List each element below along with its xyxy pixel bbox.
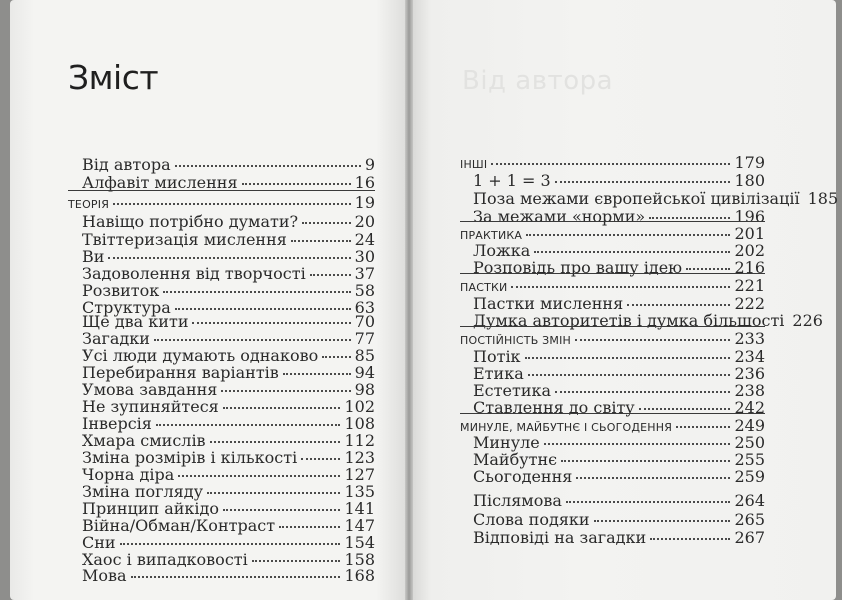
toc-entry-title: Від автора: [82, 155, 171, 174]
toc-entry-title: 1 + 1 = 3: [473, 171, 551, 190]
toc-section-heading: [460, 416, 765, 434]
toc-entry-title: Твіттеризація мислення: [82, 230, 287, 249]
dot-leader: [283, 373, 351, 375]
dot-leader: [491, 163, 730, 165]
dot-leader: [639, 408, 731, 410]
toc-entry-title: Зміна розмірів і кількості: [82, 448, 298, 467]
dot-leader: [528, 374, 731, 376]
toc-entry-page: 249: [734, 416, 765, 435]
toc-entry-page: 216: [734, 258, 765, 277]
toc-entry-page: 20: [354, 212, 375, 231]
toc-entry: [473, 241, 765, 259]
toc-entry-page: 265: [734, 510, 765, 529]
toc-entry-page: 255: [734, 450, 765, 469]
toc-entry-page: 135: [344, 482, 375, 501]
toc-entry: [82, 397, 375, 415]
toc-entry-title: Розвиток: [82, 281, 160, 300]
toc-entry-title: Хмара смислів: [82, 431, 206, 450]
dot-leader: [242, 183, 351, 185]
toc-entry-title: Слова подяки: [473, 510, 590, 529]
toc-entry: [82, 264, 375, 282]
toc-entry-page: 147: [344, 516, 375, 535]
dot-leader: [310, 274, 351, 276]
toc-entry: [82, 212, 375, 230]
toc-section-heading: [460, 224, 765, 242]
toc-entry-title: Ставлення до світу: [473, 398, 635, 417]
toc-entry-page: 202: [734, 241, 765, 260]
toc-entry-page: 112: [344, 431, 375, 450]
dot-leader: [594, 520, 731, 522]
dot-leader: [534, 251, 730, 253]
dot-leader: [555, 391, 730, 393]
toc-entry: [82, 230, 375, 248]
dot-leader: [154, 339, 351, 341]
toc-entry-title: За межами «норми»: [473, 207, 646, 226]
toc-entry-page: 238: [734, 381, 765, 400]
toc-entry: [82, 173, 375, 191]
dot-leader: [175, 165, 361, 167]
toc-entry-title: Етика: [473, 364, 524, 383]
dot-leader: [511, 286, 730, 288]
toc-entry: [82, 380, 375, 398]
dot-leader: [566, 501, 731, 503]
toc-entry-page: 24: [354, 230, 375, 249]
toc-entry-title: Мова: [82, 566, 127, 585]
toc-entry-page: 226: [792, 311, 823, 330]
toc-entry-page: 108: [344, 414, 375, 433]
dot-leader: [223, 509, 340, 511]
toc-entry-page: 154: [344, 533, 375, 552]
toc-entry: [82, 346, 375, 364]
show-through-heading: Від автора: [462, 66, 614, 96]
toc-entry-title: Задоволення від творчості: [82, 264, 306, 283]
toc-entry-title: Ще два кити: [82, 312, 189, 331]
toc-entry-page: 63: [354, 298, 375, 317]
dot-leader: [210, 441, 341, 443]
toc-entry-title: ПОСТІЙНІСТЬ ЗМІН: [460, 334, 572, 347]
toc-entry: [473, 491, 765, 509]
toc-entry: [82, 431, 375, 449]
dot-leader: [252, 560, 341, 562]
section-rule: [68, 190, 375, 191]
toc-entry: [82, 155, 375, 173]
toc-entry-title: Думка авторитетів і думка більшості: [473, 311, 785, 330]
toc-entry-title: ПРАКТИКА: [460, 229, 523, 242]
toc-entry-page: 221: [734, 276, 765, 295]
toc-entry-page: 37: [354, 264, 375, 283]
dot-leader: [207, 492, 340, 494]
toc-entry-title: Загадки: [82, 329, 150, 348]
toc-entry-page: 98: [354, 380, 375, 399]
toc-entry: [473, 381, 765, 399]
toc-entry: [82, 516, 375, 534]
toc-entry-title: Ложка: [473, 241, 531, 260]
toc-entry-page: 233: [734, 329, 765, 348]
toc-entry-page: 85: [354, 346, 375, 365]
toc-entry-page: 141: [344, 499, 375, 518]
dot-leader: [676, 426, 730, 428]
toc-entry: [473, 294, 765, 312]
toc-entry-page: 102: [344, 397, 375, 416]
toc-entry-page: 158: [344, 550, 375, 569]
toc-entry-title: Відповіді на загадки: [473, 528, 647, 547]
toc-entry-page: 58: [354, 281, 375, 300]
toc-entry-title: МИНУЛЕ, МАЙБУТНЄ І СЬОГОДЕННЯ: [460, 421, 673, 434]
section-rule: [460, 273, 765, 274]
book-spine: [405, 0, 413, 600]
toc-entry: [82, 533, 375, 551]
dot-leader: [649, 217, 730, 219]
toc-entry: [473, 171, 765, 189]
toc-entry: [82, 247, 375, 265]
toc-section-heading: [460, 153, 765, 171]
dot-leader: [575, 339, 730, 341]
dot-leader: [156, 424, 341, 426]
toc-entry-title: Ви: [82, 247, 105, 266]
toc-entry-page: 16: [354, 173, 375, 192]
dot-leader: [650, 538, 730, 540]
section-rule: [460, 413, 765, 414]
dot-leader: [525, 357, 731, 359]
dot-leader: [113, 203, 351, 205]
toc-entry-page: 196: [734, 207, 765, 226]
toc-section-heading: [460, 276, 765, 294]
toc-entry: [473, 467, 765, 485]
toc-entry-page: 267: [734, 528, 765, 547]
toc-entry-title: Принцип айкідо: [82, 499, 220, 518]
toc-entry-title: Структура: [82, 298, 171, 317]
toc-entry-title: ТЕОРІЯ: [68, 198, 110, 211]
dot-leader: [221, 390, 350, 392]
toc-entry-page: 201: [734, 224, 765, 243]
dot-leader: [561, 460, 730, 462]
toc-entry-page: 94: [354, 363, 375, 382]
toc-entry-page: 250: [734, 433, 765, 452]
toc-entry-title: Чорна діра: [82, 465, 175, 484]
toc-entry-title: Навіщо потрібно думати?: [82, 212, 299, 231]
toc-entry-title: Усі люди думають однаково: [82, 346, 319, 365]
dot-leader: [131, 576, 341, 578]
dot-leader: [544, 443, 731, 445]
toc-entry-page: 123: [344, 448, 375, 467]
toc-entry-title: Минуле: [473, 433, 540, 452]
toc-entry-page: 222: [734, 294, 765, 313]
toc-entry-title: Зміна погляду: [82, 482, 204, 501]
dot-leader: [322, 356, 350, 358]
toc-section-heading: [460, 329, 765, 347]
toc-entry-title: Естетика: [473, 381, 552, 400]
toc-entry-title: Пастки мислення: [473, 294, 624, 313]
toc-entry: [473, 347, 765, 365]
toc-entry-page: 168: [344, 566, 375, 585]
toc-entry-page: 259: [734, 467, 765, 486]
dot-leader: [178, 475, 340, 477]
toc-entry: [473, 510, 765, 528]
dot-leader: [192, 322, 350, 324]
toc-entry-title: Інверсія: [82, 414, 152, 433]
toc-entry-page: 127: [344, 465, 375, 484]
dot-leader: [301, 458, 340, 460]
toc-entry: [473, 207, 765, 225]
toc-entry-page: 180: [734, 171, 765, 190]
dot-leader: [291, 240, 351, 242]
toc-entry: [82, 363, 375, 381]
toc-entry: [82, 566, 375, 584]
toc-entry-title: Війна/Обман/Контраст: [82, 516, 276, 535]
toc-entry-title: Перебирання варіантів: [82, 363, 279, 382]
toc-entry-title: ПАСТКИ: [460, 281, 508, 294]
toc-entry-title: Алфавіт мислення: [82, 173, 238, 192]
toc-entry-page: 179: [734, 153, 765, 172]
toc-entry-title: Поза межами європейської цивілізації: [473, 189, 800, 208]
dot-leader: [163, 291, 350, 293]
toc-entry: [82, 414, 375, 432]
toc-entry: [473, 528, 765, 546]
toc-entry-title: Майбутнє: [473, 450, 558, 469]
toc-entry: [82, 329, 375, 347]
toc-entry: [82, 465, 375, 483]
toc-entry-page: 77: [354, 329, 375, 348]
dot-leader: [175, 308, 351, 310]
dot-leader: [279, 526, 340, 528]
toc-entry-page: 242: [734, 398, 765, 417]
dot-leader: [555, 181, 731, 183]
toc-entry-page: 185: [807, 189, 839, 208]
dot-leader: [302, 222, 351, 224]
toc-entry-page: 236: [734, 364, 765, 383]
toc-entry: [473, 189, 839, 208]
toc-entry-title: Не зупиняйтеся: [82, 397, 219, 416]
dot-leader: [526, 234, 730, 236]
toc-entry: [473, 433, 765, 451]
toc-entry: [82, 448, 375, 466]
toc-section-heading: [68, 193, 375, 211]
toc-entry: [82, 312, 375, 330]
dot-leader: [627, 304, 730, 306]
dot-leader: [576, 477, 730, 479]
toc-entry-page: 234: [734, 347, 765, 366]
dot-leader: [223, 407, 341, 409]
section-rule: [460, 221, 765, 222]
toc-entry-title: ІНШІ: [460, 158, 488, 171]
contents-heading: Зміст: [68, 58, 159, 97]
toc-entry-title: Умова завдання: [82, 380, 218, 399]
toc-entry: [473, 364, 765, 382]
section-rule: [460, 326, 765, 327]
toc-entry: [82, 499, 375, 517]
toc-entry-page: 9: [364, 155, 375, 174]
toc-entry: [473, 450, 765, 468]
toc-entry-page: 30: [354, 247, 375, 266]
toc-entry: [82, 281, 375, 299]
dot-leader: [108, 257, 350, 259]
toc-entry-page: 264: [734, 491, 765, 510]
toc-entry: [82, 482, 375, 500]
toc-entry-title: Сни: [82, 533, 116, 552]
toc-entry-page: 19: [354, 193, 375, 212]
toc-entry-title: Сьогодення: [473, 467, 573, 486]
toc-entry-title: Розповідь про вашу ідею: [473, 258, 683, 277]
dot-leader: [120, 543, 341, 545]
dot-leader: [686, 268, 730, 270]
toc-entry-title: Хаос і випадковості: [82, 550, 248, 569]
toc-entry-page: 70: [354, 312, 375, 331]
toc-entry-title: Післямова: [473, 491, 562, 510]
toc-entry-title: Потік: [473, 347, 521, 366]
